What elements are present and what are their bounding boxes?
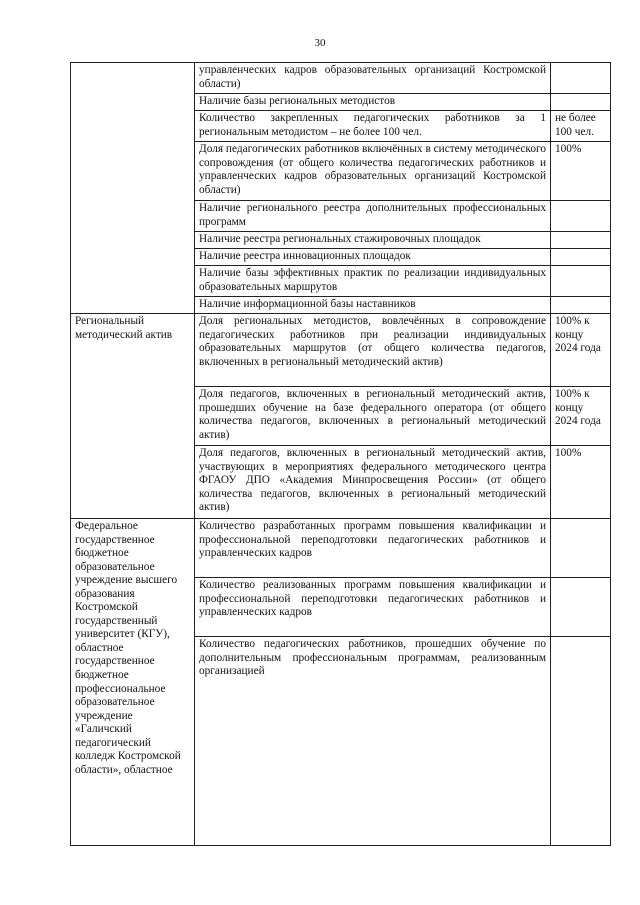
indicator-cell: Наличие информационной базы наставников bbox=[195, 297, 551, 314]
indicator-cell: Количество закрепленных педагогических работников за 1 региональным методистом – не более 100 чел. bbox=[195, 111, 551, 142]
indicator-cell: Доля региональных методистов, вовлечённых в сопровождение педагогических работников при реализации индивидуальных образовательных маршрутов (от общего количества педагогов, включенных в региональный методический актив) bbox=[195, 314, 551, 387]
value-cell: 100% к концу 2024 года bbox=[551, 387, 611, 446]
indicator-cell: Наличие базы региональных методистов bbox=[195, 94, 551, 111]
indicator-cell: управленческих кадров образовательных организаций Костромской области) bbox=[195, 63, 551, 94]
table-row bbox=[71, 519, 611, 578]
indicator-cell: Наличие регионального реестра дополнительных профессиональных программ bbox=[195, 201, 551, 232]
indicator-cell: Количество педагогических работников, прошедших обучение по дополнительным профессиональным программам, реализованным организацией bbox=[195, 637, 551, 846]
indicator-cell: Доля педагогических работников включённых в систему методического сопровождения (от общего количества педагогических работников и управленческих кадров образовательных организаций Костромской области) bbox=[195, 142, 551, 201]
indicator-cell: Наличие реестра региональных стажировочных площадок bbox=[195, 232, 551, 249]
value-cell bbox=[551, 578, 611, 637]
value-cell bbox=[551, 232, 611, 249]
value-cell bbox=[551, 637, 611, 846]
value-cell bbox=[551, 201, 611, 232]
table-row bbox=[71, 314, 611, 387]
indicator-cell: Доля педагогов, включенных в региональный методический актив, прошедших обучение на базе федерального оператора (от общего количества педагогов, включенных в региональный методический актив) bbox=[195, 387, 551, 446]
value-cell bbox=[551, 266, 611, 297]
page-number: 30 bbox=[314, 37, 326, 49]
indicator-cell: Наличие реестра инновационных площадок bbox=[195, 249, 551, 266]
group-cell-empty bbox=[71, 63, 195, 314]
table-row bbox=[71, 63, 611, 94]
value-cell bbox=[551, 63, 611, 94]
indicator-cell: Доля педагогов, включенных в региональный методический актив, участвующих в мероприятиях федерального методического центра ФГАОУ ДПО «Академия Минпросвещения России» (от общего количества педагогов, включенных в региональный методический актив) bbox=[195, 446, 551, 519]
value-cell: 100% к концу 2024 года bbox=[551, 314, 611, 387]
indicator-cell: Количество реализованных программ повышения квалификации и профессиональной переподготовки педагогических работников и управленческих кадров bbox=[195, 578, 551, 637]
value-cell: 100% bbox=[551, 142, 611, 201]
indicator-cell: Наличие базы эффективных практик по реализации индивидуальных образовательных маршрутов bbox=[195, 266, 551, 297]
group-cell-federal-institutions: Федеральное государственное бюджетное образовательное учреждение высшего образования Костромской государственный университет (КГУ), областное государственное бюджетное профессиональное образовательное учреждение «Галичский педагогический колледж Костромской области», областное bbox=[71, 519, 195, 846]
indicators-table bbox=[70, 62, 611, 846]
value-cell bbox=[551, 519, 611, 578]
value-cell: не более 100 чел. bbox=[551, 111, 611, 142]
value-cell bbox=[551, 297, 611, 314]
value-cell bbox=[551, 94, 611, 111]
value-cell bbox=[551, 249, 611, 266]
group-cell-regional-active: Региональный методический актив bbox=[71, 314, 195, 519]
value-cell: 100% bbox=[551, 446, 611, 519]
indicator-cell: Количество разработанных программ повышения квалификации и профессиональной переподготовки педагогических работников и управленческих кадров bbox=[195, 519, 551, 578]
